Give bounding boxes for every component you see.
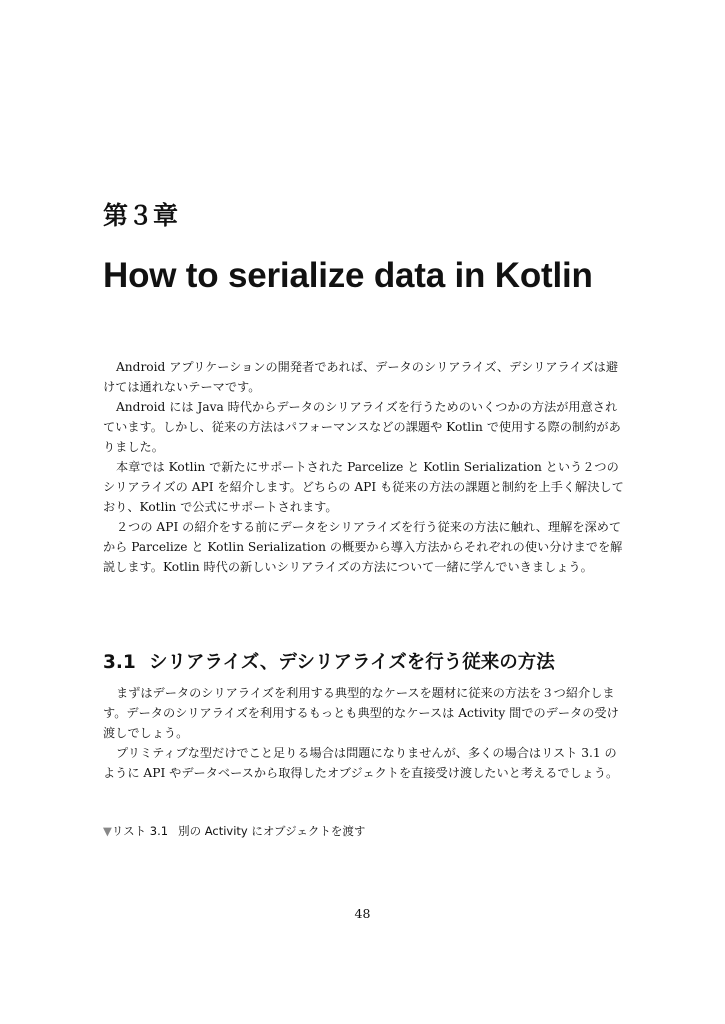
intro-paragraph-4: ２つの API の紹介をする前にデータをシリアライズを行う従来の方法に触れ、理解を深めてから Parcelize と Kotlin Serialization の概要から導入方法からそれぞれの使い分けまでを解説します。Kotlin 時代の新しいシリアライズの方法について一緒に学んでいきましょう。 xyxy=(103,520,623,574)
section-heading xyxy=(103,648,555,674)
chapter-title: How to serialize data in Kotlin xyxy=(103,256,593,295)
listing-caption xyxy=(103,823,365,839)
intro-paragraph-3: 本章では Kotlin で新たにサポートされた Parcelize と Kotlin Serialization という２つのシリアライズの API を紹介します。どちらの API も従来の方法の課題と制約を上手く解決しており、Kotlin で公式にサポートされます。 xyxy=(103,460,624,514)
caption-marker: ▼ xyxy=(103,824,112,838)
caption-text: 別の Activity にオブジェクトを渡す xyxy=(178,824,366,838)
section-body xyxy=(103,683,625,783)
intro-section xyxy=(103,357,625,577)
intro-paragraph-2: Android には Java 時代からデータのシリアライズを行うためのいくつかの方法が用意されています。しかし、従来の方法はパフォーマンスなどの課題や Kotlin で使用する際の制約がありました。 xyxy=(103,400,621,454)
page-number: 48 xyxy=(354,906,371,921)
section-paragraph-1: まずはデータのシリアライズを利用する典型的なケースを題材に従来の方法を３つ紹介します。データのシリアライズを利用するもっとも典型的なケースは Activity 間でのデータの受け渡しでしょう。 xyxy=(103,686,619,740)
section-paragraph-2: プリミティブな型だけでこと足りる場合は問題になりませんが、多くの場合はリスト 3.1 のように API やデータベースから取得したオブジェクトを直接受け渡したいと考えるでしょう。 xyxy=(103,746,619,780)
caption-label: リスト 3.1 xyxy=(111,824,169,838)
chapter-label: 第３章 xyxy=(103,201,179,230)
intro-paragraph-1: Android アプリケーションの開発者であれば、データのシリアライズ、デシリアライズは避けては通れないテーマです。 xyxy=(103,360,619,394)
section-title: シリアライズ、デシリアライズを行う従来の方法 xyxy=(149,652,555,673)
section-number: 3.1 xyxy=(103,652,136,673)
